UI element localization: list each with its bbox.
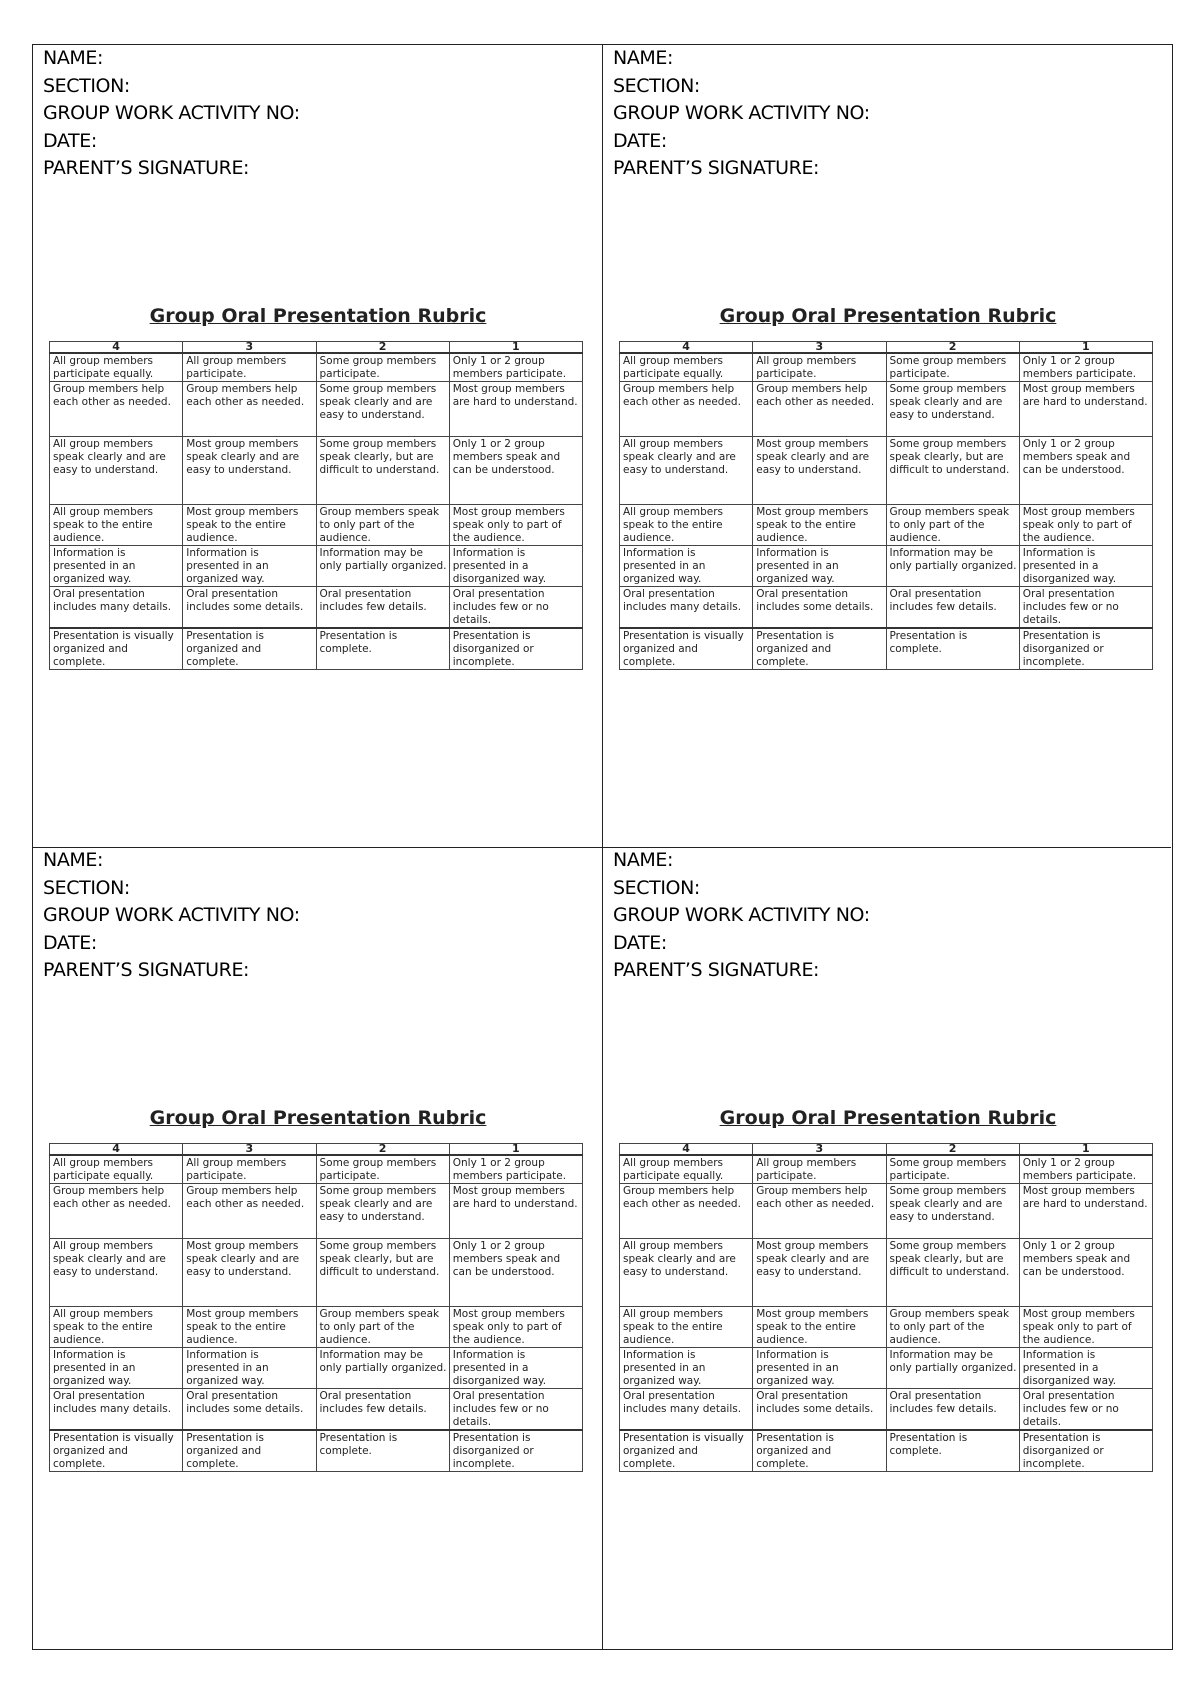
student-info-fields: [613, 45, 870, 183]
rubric-cell: Information may be only partially organized.: [886, 1348, 1019, 1389]
rubric-row: [620, 587, 1153, 629]
rubric-row: [620, 628, 1153, 670]
rubric-cell: All group members participate.: [753, 353, 886, 382]
rubric-cell: Oral presentation includes few details.: [316, 1389, 449, 1431]
rubric-cell: Information is presented in a disorganized way.: [449, 1348, 582, 1389]
rubric-score-header: 2: [886, 1144, 1019, 1156]
rubric-row: [620, 437, 1153, 505]
rubric-cell: Group members speak to only part of the audience.: [886, 1307, 1019, 1348]
rubric-cell: Information is presented in an organized way.: [183, 1348, 316, 1389]
student-info-fields: [613, 847, 870, 985]
section-field-label: SECTION:: [43, 74, 130, 97]
rubric-score-header: 2: [316, 342, 449, 354]
rubric-cell: Oral presentation includes few or no details.: [449, 1389, 582, 1431]
rubric-cell: Oral presentation includes some details.: [183, 587, 316, 629]
rubric-cell: Only 1 or 2 group members speak and can be understood.: [1019, 437, 1152, 505]
rubric-cell: Some group members speak clearly, but are difficult to understand.: [316, 1239, 449, 1307]
rubric-cell: Oral presentation includes many details.: [620, 587, 753, 629]
rubric-cell: Most group members are hard to understand.: [1019, 1184, 1152, 1239]
rubric-cell: Oral presentation includes few or no details.: [449, 587, 582, 629]
rubric-cell: Only 1 or 2 group members participate.: [1019, 353, 1152, 382]
rubric-score-header: 2: [316, 1144, 449, 1156]
name-field-label: NAME:: [613, 849, 674, 871]
section-field-label: SECTION:: [613, 74, 700, 97]
section-field-label: SECTION:: [613, 876, 700, 899]
rubric-cell: Group members speak to only part of the audience.: [316, 505, 449, 546]
rubric-row: [620, 1184, 1153, 1239]
rubric-cell: Presentation is visually organized and complete.: [620, 1430, 753, 1472]
rubric-card: [33, 847, 603, 1649]
rubric-card: [33, 45, 603, 848]
rubric-cell: Group members help each other as needed.: [50, 382, 183, 437]
name-field-label: NAME:: [43, 47, 104, 69]
parent-signature-field-label: PARENT’S SIGNATURE:: [613, 157, 820, 179]
rubric-cell: Group members speak to only part of the audience.: [316, 1307, 449, 1348]
rubric-header-row: [50, 342, 583, 354]
rubric-cell: All group members speak clearly and are easy to understand.: [620, 437, 753, 505]
rubric-cell: Some group members participate.: [886, 353, 1019, 382]
rubric-cell: Information is presented in an organized way.: [183, 546, 316, 587]
rubric-row: [620, 1430, 1153, 1472]
rubric-cell: Information may be only partially organized.: [886, 546, 1019, 587]
rubric-sheet: [32, 44, 1173, 1650]
rubric-cell: Information is presented in a disorganized way.: [1019, 1348, 1152, 1389]
rubric-cell: Group members help each other as needed.: [183, 1184, 316, 1239]
rubric-cell: Some group members participate.: [886, 1155, 1019, 1184]
rubric-cell: Oral presentation includes few details.: [316, 587, 449, 629]
rubric-title: Group Oral Presentation Rubric: [149, 1107, 487, 1129]
rubric-cell: Presentation is complete.: [886, 628, 1019, 670]
rubric-row: [620, 382, 1153, 437]
rubric-cell: Most group members speak to the entire audience.: [753, 505, 886, 546]
rubric-row: [620, 1389, 1153, 1431]
rubric-score-header: 1: [449, 342, 582, 354]
rubric-cell: All group members speak to the entire audience.: [50, 1307, 183, 1348]
rubric-cell: Some group members participate.: [316, 1155, 449, 1184]
rubric-score-header: 1: [1019, 342, 1152, 354]
rubric-cell: Information is presented in an organized way.: [50, 1348, 183, 1389]
rubric-cell: Group members help each other as needed.: [753, 1184, 886, 1239]
rubric-cell: Most group members speak only to part of the audience.: [1019, 505, 1152, 546]
rubric-cell: Information is presented in an organized way.: [620, 1348, 753, 1389]
rubric-cell: Information is presented in an organized way.: [753, 1348, 886, 1389]
rubric-cell: All group members speak clearly and are easy to understand.: [620, 1239, 753, 1307]
name-field-label: NAME:: [43, 849, 104, 871]
rubric-score-header: 3: [183, 1144, 316, 1156]
rubric-cell: Presentation is complete.: [316, 628, 449, 670]
rubric-cell: Presentation is disorganized or incomplete.: [1019, 1430, 1152, 1472]
rubric-row: [50, 587, 583, 629]
rubric-score-header: 3: [753, 342, 886, 354]
rubric-cell: All group members participate equally.: [50, 353, 183, 382]
rubric-cell: Presentation is visually organized and complete.: [50, 628, 183, 670]
rubric-score-header: 4: [620, 342, 753, 354]
rubric-cell: Some group members speak clearly, but are difficult to understand.: [886, 437, 1019, 505]
rubric-cell: Some group members speak clearly and are easy to understand.: [886, 382, 1019, 437]
parent-signature-field-label: PARENT’S SIGNATURE:: [43, 959, 250, 981]
rubric-cell: All group members speak to the entire audience.: [620, 505, 753, 546]
parent-signature-field-label: PARENT’S SIGNATURE:: [43, 157, 250, 179]
rubric-cell: Some group members speak clearly and are easy to understand.: [316, 1184, 449, 1239]
rubric-cell: Oral presentation includes some details.: [753, 587, 886, 629]
rubric-cell: All group members participate.: [183, 353, 316, 382]
rubric-cell: Presentation is visually organized and complete.: [50, 1430, 183, 1472]
student-info-fields: [43, 45, 300, 183]
activity-no-field-label: GROUP WORK ACTIVITY NO:: [613, 904, 870, 926]
rubric-cell: Most group members speak to the entire audience.: [183, 1307, 316, 1348]
rubric-header-row: [620, 1144, 1153, 1156]
rubric-cell: All group members participate.: [753, 1155, 886, 1184]
rubric-cell: Most group members are hard to understand.: [1019, 382, 1152, 437]
rubric-cell: Most group members speak only to part of the audience.: [1019, 1307, 1152, 1348]
rubric-score-header: 1: [449, 1144, 582, 1156]
rubric-score-header: 3: [183, 342, 316, 354]
rubric-row: [50, 382, 583, 437]
rubric-cell: Presentation is disorganized or incomplete.: [449, 628, 582, 670]
rubric-cell: Only 1 or 2 group members speak and can be understood.: [449, 437, 582, 505]
rubric-score-header: 4: [50, 1144, 183, 1156]
rubric-cell: Most group members are hard to understand.: [449, 382, 582, 437]
rubric-row: [620, 1348, 1153, 1389]
name-field-label: NAME:: [613, 47, 674, 69]
rubric-header-row: [620, 342, 1153, 354]
rubric-cell: Presentation is disorganized or incomplete.: [449, 1430, 582, 1472]
rubric-cell: Information is presented in a disorganized way.: [449, 546, 582, 587]
rubric-cell: Presentation is organized and complete.: [183, 1430, 316, 1472]
rubric-cell: Oral presentation includes few or no details.: [1019, 1389, 1152, 1431]
rubric-score-header: 2: [886, 342, 1019, 354]
rubric-cell: Presentation is organized and complete.: [183, 628, 316, 670]
section-field-label: SECTION:: [43, 876, 130, 899]
rubric-cell: Information may be only partially organized.: [316, 546, 449, 587]
rubric-cell: Group members help each other as needed.: [753, 382, 886, 437]
rubric-cell: Oral presentation includes many details.: [620, 1389, 753, 1431]
rubric-row: [50, 353, 583, 382]
rubric-row: [620, 505, 1153, 546]
rubric-cell: Information is presented in an organized way.: [50, 546, 183, 587]
rubric-cell: Group members help each other as needed.: [620, 1184, 753, 1239]
rubric-cell: Most group members speak clearly and are easy to understand.: [183, 1239, 316, 1307]
rubric-cell: Most group members speak clearly and are easy to understand.: [753, 1239, 886, 1307]
rubric-cell: Most group members speak to the entire audience.: [753, 1307, 886, 1348]
rubric-cell: Some group members speak clearly, but are difficult to understand.: [316, 437, 449, 505]
rubric-card: [603, 45, 1171, 848]
rubric-cell: Group members help each other as needed.: [183, 382, 316, 437]
rubric-score-header: 3: [753, 1144, 886, 1156]
rubric-cell: Oral presentation includes few or no details.: [1019, 587, 1152, 629]
rubric-cell: Only 1 or 2 group members participate.: [449, 353, 582, 382]
rubric-cell: Group members speak to only part of the audience.: [886, 505, 1019, 546]
rubric-cell: All group members speak to the entire audience.: [50, 505, 183, 546]
rubric-cell: All group members speak to the entire audience.: [620, 1307, 753, 1348]
rubric-cell: Presentation is organized and complete.: [753, 1430, 886, 1472]
rubric-cell: Most group members speak to the entire audience.: [183, 505, 316, 546]
parent-signature-field-label: PARENT’S SIGNATURE:: [613, 959, 820, 981]
rubric-row: [50, 1239, 583, 1307]
rubric-cell: All group members participate equally.: [620, 353, 753, 382]
rubric-cell: Information is presented in an organized way.: [753, 546, 886, 587]
rubric-table: [49, 341, 583, 670]
rubric-cell: Presentation is disorganized or incomplete.: [1019, 628, 1152, 670]
rubric-cell: Oral presentation includes few details.: [886, 587, 1019, 629]
rubric-cell: All group members participate equally.: [50, 1155, 183, 1184]
date-field-label: DATE:: [613, 931, 667, 954]
rubric-title: Group Oral Presentation Rubric: [719, 305, 1057, 327]
rubric-row: [620, 1239, 1153, 1307]
date-field-label: DATE:: [43, 129, 97, 152]
rubric-cell: Group members help each other as needed.: [50, 1184, 183, 1239]
rubric-cell: Presentation is complete.: [886, 1430, 1019, 1472]
student-info-fields: [43, 847, 300, 985]
rubric-row: [50, 1389, 583, 1431]
rubric-cell: Oral presentation includes many details.: [50, 587, 183, 629]
rubric-table: [49, 1143, 583, 1472]
rubric-cell: Some group members speak clearly and are easy to understand.: [886, 1184, 1019, 1239]
rubric-row: [50, 628, 583, 670]
rubric-cell: All group members speak clearly and are easy to understand.: [50, 437, 183, 505]
rubric-table: [619, 1143, 1153, 1472]
rubric-row: [620, 1155, 1153, 1184]
rubric-row: [620, 353, 1153, 382]
rubric-cell: Only 1 or 2 group members speak and can be understood.: [449, 1239, 582, 1307]
rubric-header-row: [50, 1144, 583, 1156]
date-field-label: DATE:: [613, 129, 667, 152]
rubric-cell: Group members help each other as needed.: [620, 382, 753, 437]
rubric-cell: Information is presented in a disorganized way.: [1019, 546, 1152, 587]
activity-no-field-label: GROUP WORK ACTIVITY NO:: [43, 904, 300, 926]
rubric-cell: Presentation is complete.: [316, 1430, 449, 1472]
activity-no-field-label: GROUP WORK ACTIVITY NO:: [613, 102, 870, 124]
rubric-cell: Some group members participate.: [316, 353, 449, 382]
rubric-title: Group Oral Presentation Rubric: [149, 305, 487, 327]
rubric-cell: Oral presentation includes some details.: [183, 1389, 316, 1431]
date-field-label: DATE:: [43, 931, 97, 954]
rubric-score-header: 4: [50, 342, 183, 354]
rubric-cell: Information is presented in an organized way.: [620, 546, 753, 587]
rubric-score-header: 4: [620, 1144, 753, 1156]
rubric-card: [603, 847, 1171, 1649]
rubric-score-header: 1: [1019, 1144, 1152, 1156]
rubric-cell: All group members participate.: [183, 1155, 316, 1184]
rubric-row: [620, 1307, 1153, 1348]
rubric-table: [619, 341, 1153, 670]
rubric-cell: Most group members are hard to understand.: [449, 1184, 582, 1239]
rubric-cell: Only 1 or 2 group members participate.: [1019, 1155, 1152, 1184]
rubric-cell: Some group members speak clearly and are easy to understand.: [316, 382, 449, 437]
rubric-cell: Only 1 or 2 group members speak and can be understood.: [1019, 1239, 1152, 1307]
rubric-row: [50, 546, 583, 587]
rubric-title: Group Oral Presentation Rubric: [719, 1107, 1057, 1129]
rubric-cell: Oral presentation includes many details.: [50, 1389, 183, 1431]
rubric-row: [50, 1348, 583, 1389]
rubric-cell: Oral presentation includes few details.: [886, 1389, 1019, 1431]
rubric-row: [50, 1184, 583, 1239]
rubric-cell: Some group members speak clearly, but are difficult to understand.: [886, 1239, 1019, 1307]
rubric-row: [50, 505, 583, 546]
rubric-row: [50, 1430, 583, 1472]
rubric-cell: Presentation is organized and complete.: [753, 628, 886, 670]
rubric-cell: Only 1 or 2 group members participate.: [449, 1155, 582, 1184]
rubric-cell: Most group members speak only to part of the audience.: [449, 505, 582, 546]
rubric-cell: All group members speak clearly and are easy to understand.: [50, 1239, 183, 1307]
rubric-row: [50, 437, 583, 505]
rubric-row: [50, 1155, 583, 1184]
rubric-cell: Most group members speak clearly and are easy to understand.: [753, 437, 886, 505]
activity-no-field-label: GROUP WORK ACTIVITY NO:: [43, 102, 300, 124]
rubric-row: [620, 546, 1153, 587]
rubric-cell: Information may be only partially organized.: [316, 1348, 449, 1389]
rubric-cell: Most group members speak only to part of the audience.: [449, 1307, 582, 1348]
rubric-cell: All group members participate equally.: [620, 1155, 753, 1184]
rubric-cell: Most group members speak clearly and are easy to understand.: [183, 437, 316, 505]
rubric-cell: Presentation is visually organized and complete.: [620, 628, 753, 670]
rubric-cell: Oral presentation includes some details.: [753, 1389, 886, 1431]
rubric-row: [50, 1307, 583, 1348]
